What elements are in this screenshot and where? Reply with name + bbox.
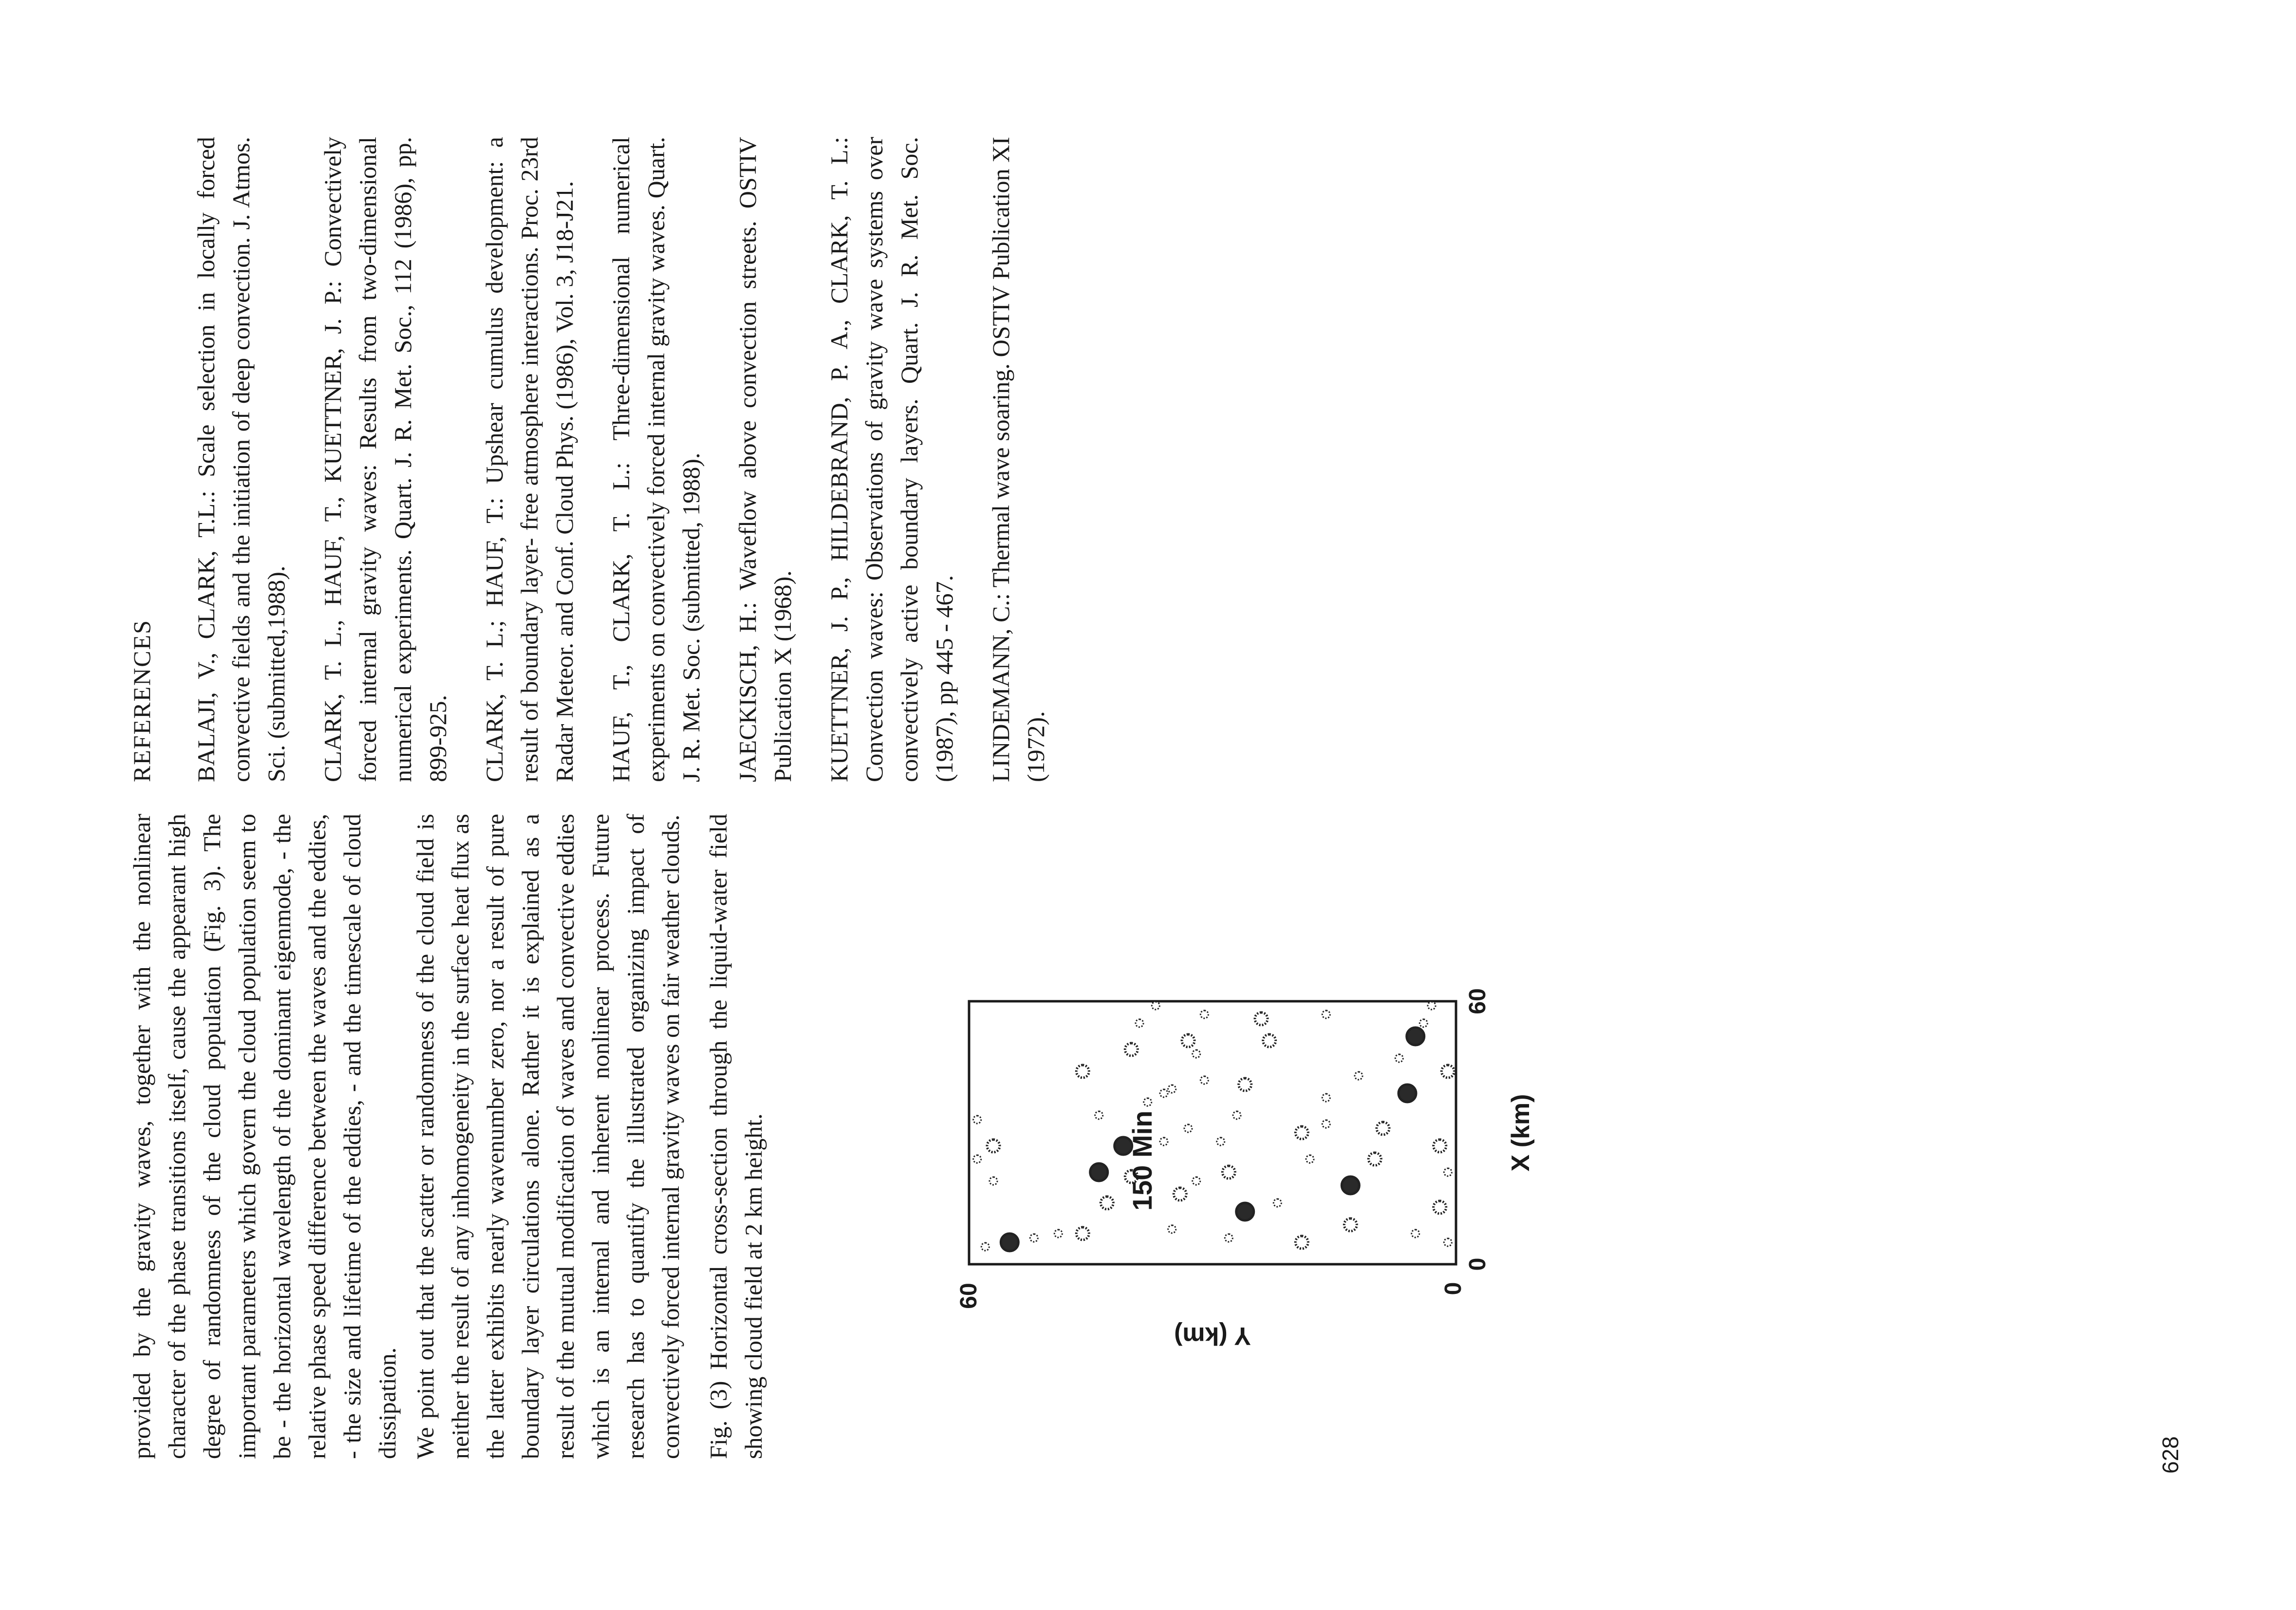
cloud-marker — [1200, 1076, 1208, 1084]
x-axis-label: X (km) — [1507, 1094, 1535, 1172]
cloud-marker — [1168, 1085, 1176, 1093]
cloud-marker — [1428, 1002, 1436, 1010]
cloud-marker — [987, 1140, 1000, 1152]
cloud-marker — [1200, 1011, 1208, 1018]
cloud-marker — [1217, 1138, 1225, 1145]
y-tick-bottom: 0 — [1440, 1282, 1466, 1295]
x-tick-right: 60 — [1465, 988, 1491, 1014]
reference-item: HAUF, T., CLARK, T. L.: Three-dimensional numerical experiments on convectively forced internal gravity waves. Quart. J. R. Met. Soc. (submitted, 1988). — [607, 137, 705, 782]
cloud-marker — [1054, 1230, 1062, 1237]
cloud-marker — [1193, 1050, 1200, 1058]
x-tick-left: 0 — [1465, 1257, 1491, 1271]
cloud-marker — [989, 1177, 997, 1185]
cloud-marker — [1322, 1011, 1330, 1018]
cloud-marker — [1095, 1111, 1103, 1119]
cloud-marker — [1273, 1199, 1281, 1207]
cloud-field-figure — [828, 928, 1558, 1513]
cloud-marker — [1174, 1188, 1186, 1200]
cloud-marker — [1434, 1201, 1446, 1214]
cloud-marker — [1001, 1234, 1018, 1251]
reference-item: KUETTNER, J. P., HILDEBRAND, P. A., CLARK, T. L.: Convection waves: Observations of gravity wave systems over convectively active boundary layers. Quart. J. R. Met. Soc. (1987), pp 445 - 467. — [825, 137, 958, 782]
cloud-marker — [1434, 1140, 1446, 1152]
cloud-marker — [1368, 1153, 1381, 1165]
cloud-marker — [1101, 1197, 1113, 1209]
cloud-marker — [1295, 1126, 1308, 1139]
cloud-marker — [1225, 1234, 1232, 1242]
cloud-marker — [1395, 1054, 1403, 1062]
cloud-marker — [1152, 1002, 1159, 1010]
figure-caption: Fig. (3) Horizontal cross-section through the liquid-water field showing cloud field at 2 km height. — [705, 814, 767, 1459]
cloud-marker — [1444, 1168, 1452, 1176]
cloud-markers — [973, 1002, 1455, 1251]
cloud-marker — [1233, 1111, 1241, 1119]
cloud-marker — [1444, 1238, 1452, 1246]
cloud-marker — [1399, 1085, 1416, 1102]
y-axis-label: Y (km) — [1174, 1322, 1251, 1350]
cloud-marker — [973, 1155, 981, 1163]
cloud-marker — [1144, 1098, 1152, 1106]
cloud-marker — [1407, 1028, 1424, 1045]
reference-item: LINDEMANN, C.: Thermal wave soaring. OSTIV Publication XI (1972). — [987, 137, 1049, 782]
cloud-marker — [1193, 1177, 1200, 1185]
references-heading: REFERENCES — [128, 619, 155, 782]
cloud-marker — [1263, 1034, 1276, 1047]
y-tick-top: 60 — [956, 1283, 982, 1309]
cloud-marker — [1160, 1138, 1168, 1145]
cloud-marker — [1295, 1236, 1308, 1249]
cloud-marker — [1076, 1227, 1089, 1240]
body-paragraph-1: provided by the gravity waves, together with the nonlinear character of the phase transitions itself, cause the appearant high degree of randomness of the cloud population (Fig. 3). The important parameters which govern the cloud population seem to be - the horizontal wavelength of the dominant eigenmode, - the relative phase speed difference between the waves and the eddies, - the size and lifetime of the eddies, - and the timescale of cloud dissipation. — [128, 814, 401, 1459]
cloud-marker — [1030, 1234, 1038, 1242]
cloud-marker — [1136, 1019, 1143, 1027]
reference-item: CLARK, T. L., HAUF, T., KUETTNER, J. P.: Convectively forced internal gravity waves: Results from two-dimensional numerical experiments. Quart. J. R. Met. Soc., 112 (1986), pp. 899-925. — [319, 137, 451, 782]
cloud-marker — [1419, 1019, 1427, 1027]
cloud-marker — [1412, 1230, 1419, 1237]
cloud-marker — [1342, 1177, 1359, 1194]
panel-label: 150 Min — [1127, 1110, 1157, 1211]
cloud-marker — [1236, 1203, 1254, 1220]
cloud-marker — [1322, 1094, 1330, 1102]
reference-item: CLARK, T. L.; HAUF, T.: Upshear cumulus development: a result of boundary layer- free atmosphere interactions. Proc. 23rd Radar Meteor. and Conf. Cloud Phys. (1986), Vol. 3, J18-J21. — [481, 137, 578, 782]
cloud-marker — [1182, 1034, 1195, 1047]
cloud-marker — [1441, 1065, 1454, 1078]
body-paragraph-2: We point out that the scatter or randomness of the cloud field is neither the result of any inhomogeneity in the surface heat flux as the latter exhibits nearly wavenumber zero, nor a result of pure boundary layer circulations alone. Rather it is explained as a result of the mutual modification of waves and convective eddies which is an internal and inherent nonlinear process. Future research has to quantify the illustrated organizing impact of convectively forced internal gravity waves on fair weather clouds. — [411, 814, 684, 1459]
cloud-marker — [1125, 1043, 1138, 1056]
cloud-marker — [1322, 1120, 1330, 1128]
cloud-marker — [981, 1243, 989, 1251]
cloud-marker — [1239, 1078, 1251, 1091]
cloud-marker — [1184, 1124, 1192, 1132]
cloud-marker — [1255, 1012, 1268, 1025]
cloud-marker — [1377, 1122, 1389, 1135]
reference-item: BALAJI, V., CLARK, T.L.: Scale selection in locally forced convective fields and the initiation of deep convection. J. Atmos. Sci. (submitted,1988). — [192, 137, 290, 782]
cloud-marker — [1160, 1089, 1168, 1097]
cloud-marker — [1222, 1166, 1235, 1179]
cloud-marker — [1344, 1218, 1357, 1231]
cloud-marker — [1090, 1163, 1108, 1181]
page-number: 628 — [2158, 1436, 2183, 1474]
cloud-marker — [1355, 1072, 1363, 1080]
left-column — [124, 814, 771, 1459]
cloud-marker — [1168, 1225, 1176, 1233]
references-column — [124, 137, 1075, 782]
cloud-marker — [1306, 1155, 1314, 1163]
cloud-marker — [1076, 1065, 1089, 1078]
cloud-marker — [973, 1116, 981, 1123]
reference-item: JAECKISCH, H.: Waveflow above convection streets. OSTIV Publication X (1968). — [734, 137, 796, 782]
